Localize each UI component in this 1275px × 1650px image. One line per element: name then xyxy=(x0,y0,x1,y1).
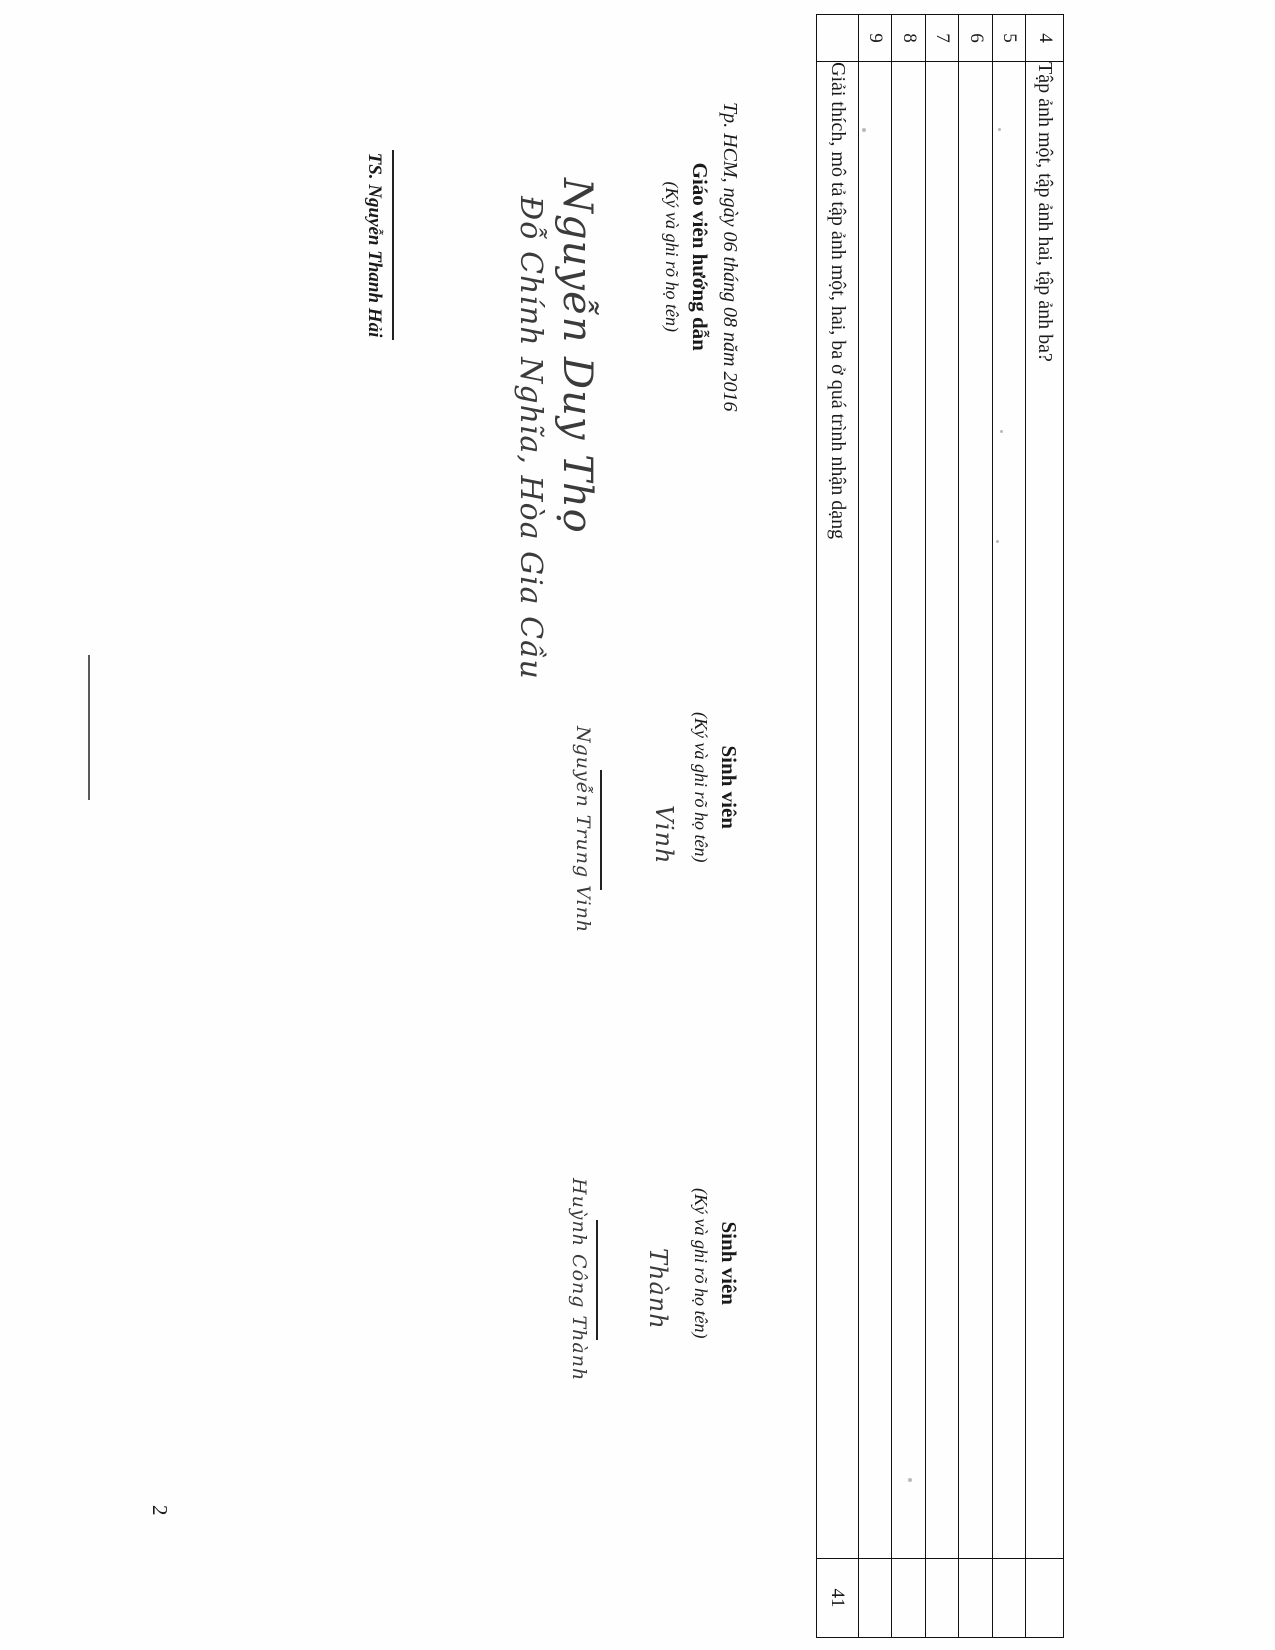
table-row xyxy=(992,15,1025,1638)
scan-speck xyxy=(996,540,999,543)
place-date: Tp. HCM, ngày 06 tháng 08 năm 2016 xyxy=(719,102,741,412)
row-number: 7 xyxy=(925,15,958,62)
sign-note: (Ký và ghi rõ họ tên) xyxy=(690,712,711,863)
student1-handwriting: Vinh xyxy=(650,805,678,865)
scan-speck xyxy=(1000,430,1003,433)
student1-printed-name-block xyxy=(569,726,608,933)
summary-label: Giải thích, mô tả tập ảnh một, hai, ba ở quá trình nhận dạng xyxy=(817,62,859,1559)
table-row xyxy=(859,15,892,1638)
scan-speck xyxy=(908,1478,912,1482)
row-number: 6 xyxy=(959,15,992,62)
row-number: 8 xyxy=(892,15,925,62)
table-row xyxy=(959,15,992,1638)
role-title: Giáo viên hướng dẫn xyxy=(688,162,712,351)
row-number: 9 xyxy=(859,15,892,62)
student1-signature-block xyxy=(687,712,744,862)
summary-score: 41 xyxy=(817,1559,859,1638)
row-question xyxy=(992,62,1025,1559)
row-score xyxy=(992,1559,1025,1638)
supervisor-printed-name-block xyxy=(361,150,400,340)
student2-handwriting: Thành xyxy=(644,1248,672,1330)
row-score xyxy=(892,1559,925,1638)
table-row xyxy=(892,15,925,1638)
supervisor-handwriting-1: Nguyễn Duy Thọ xyxy=(554,178,600,534)
table-row xyxy=(925,15,958,1638)
signature-rule xyxy=(597,1220,599,1340)
student2-signature-block xyxy=(687,1188,744,1338)
scan-speck xyxy=(998,128,1001,131)
page-number: 2 xyxy=(148,1505,172,1516)
student2-printed-name-block xyxy=(565,1178,604,1381)
row-question xyxy=(859,62,892,1559)
row-number xyxy=(817,15,859,62)
row-number: 4 xyxy=(1026,15,1064,62)
printed-name: Nguyễn Trung Vinh xyxy=(572,726,595,934)
row-score xyxy=(1026,1559,1064,1638)
form-table-container xyxy=(816,14,1064,1636)
signature-rule xyxy=(393,150,395,340)
row-question xyxy=(892,62,925,1559)
row-number: 5 xyxy=(992,15,1025,62)
row-score xyxy=(959,1559,992,1638)
supervisor-handwriting-2: Đỗ Chính Nghĩa, Hòa Gia Cầu xyxy=(513,196,548,680)
row-score xyxy=(925,1559,958,1638)
scan-speck xyxy=(862,128,866,132)
sign-note: (Ký và ghi rõ họ tên) xyxy=(690,1188,711,1339)
row-score xyxy=(859,1559,892,1638)
sign-note: (Ký và ghi rõ họ tên) xyxy=(661,181,682,332)
printed-name: Huỳnh Công Thành xyxy=(568,1178,591,1382)
signature-rule xyxy=(601,770,603,890)
row-question xyxy=(925,62,958,1559)
table-row xyxy=(1026,15,1064,1638)
role-title: Sinh viên xyxy=(717,745,741,829)
role-title: Sinh viên xyxy=(717,1221,741,1305)
row-question: Tập ảnh một, tập ảnh hai, tập ảnh ba? xyxy=(1026,62,1064,1559)
evaluation-table xyxy=(816,14,1064,1638)
printed-name: TS. Nguyễn Thanh Hải xyxy=(364,152,386,338)
supervisor-signature-block xyxy=(658,102,744,411)
table-row-total xyxy=(817,15,859,1638)
divider-line xyxy=(88,655,90,800)
row-question xyxy=(959,62,992,1559)
